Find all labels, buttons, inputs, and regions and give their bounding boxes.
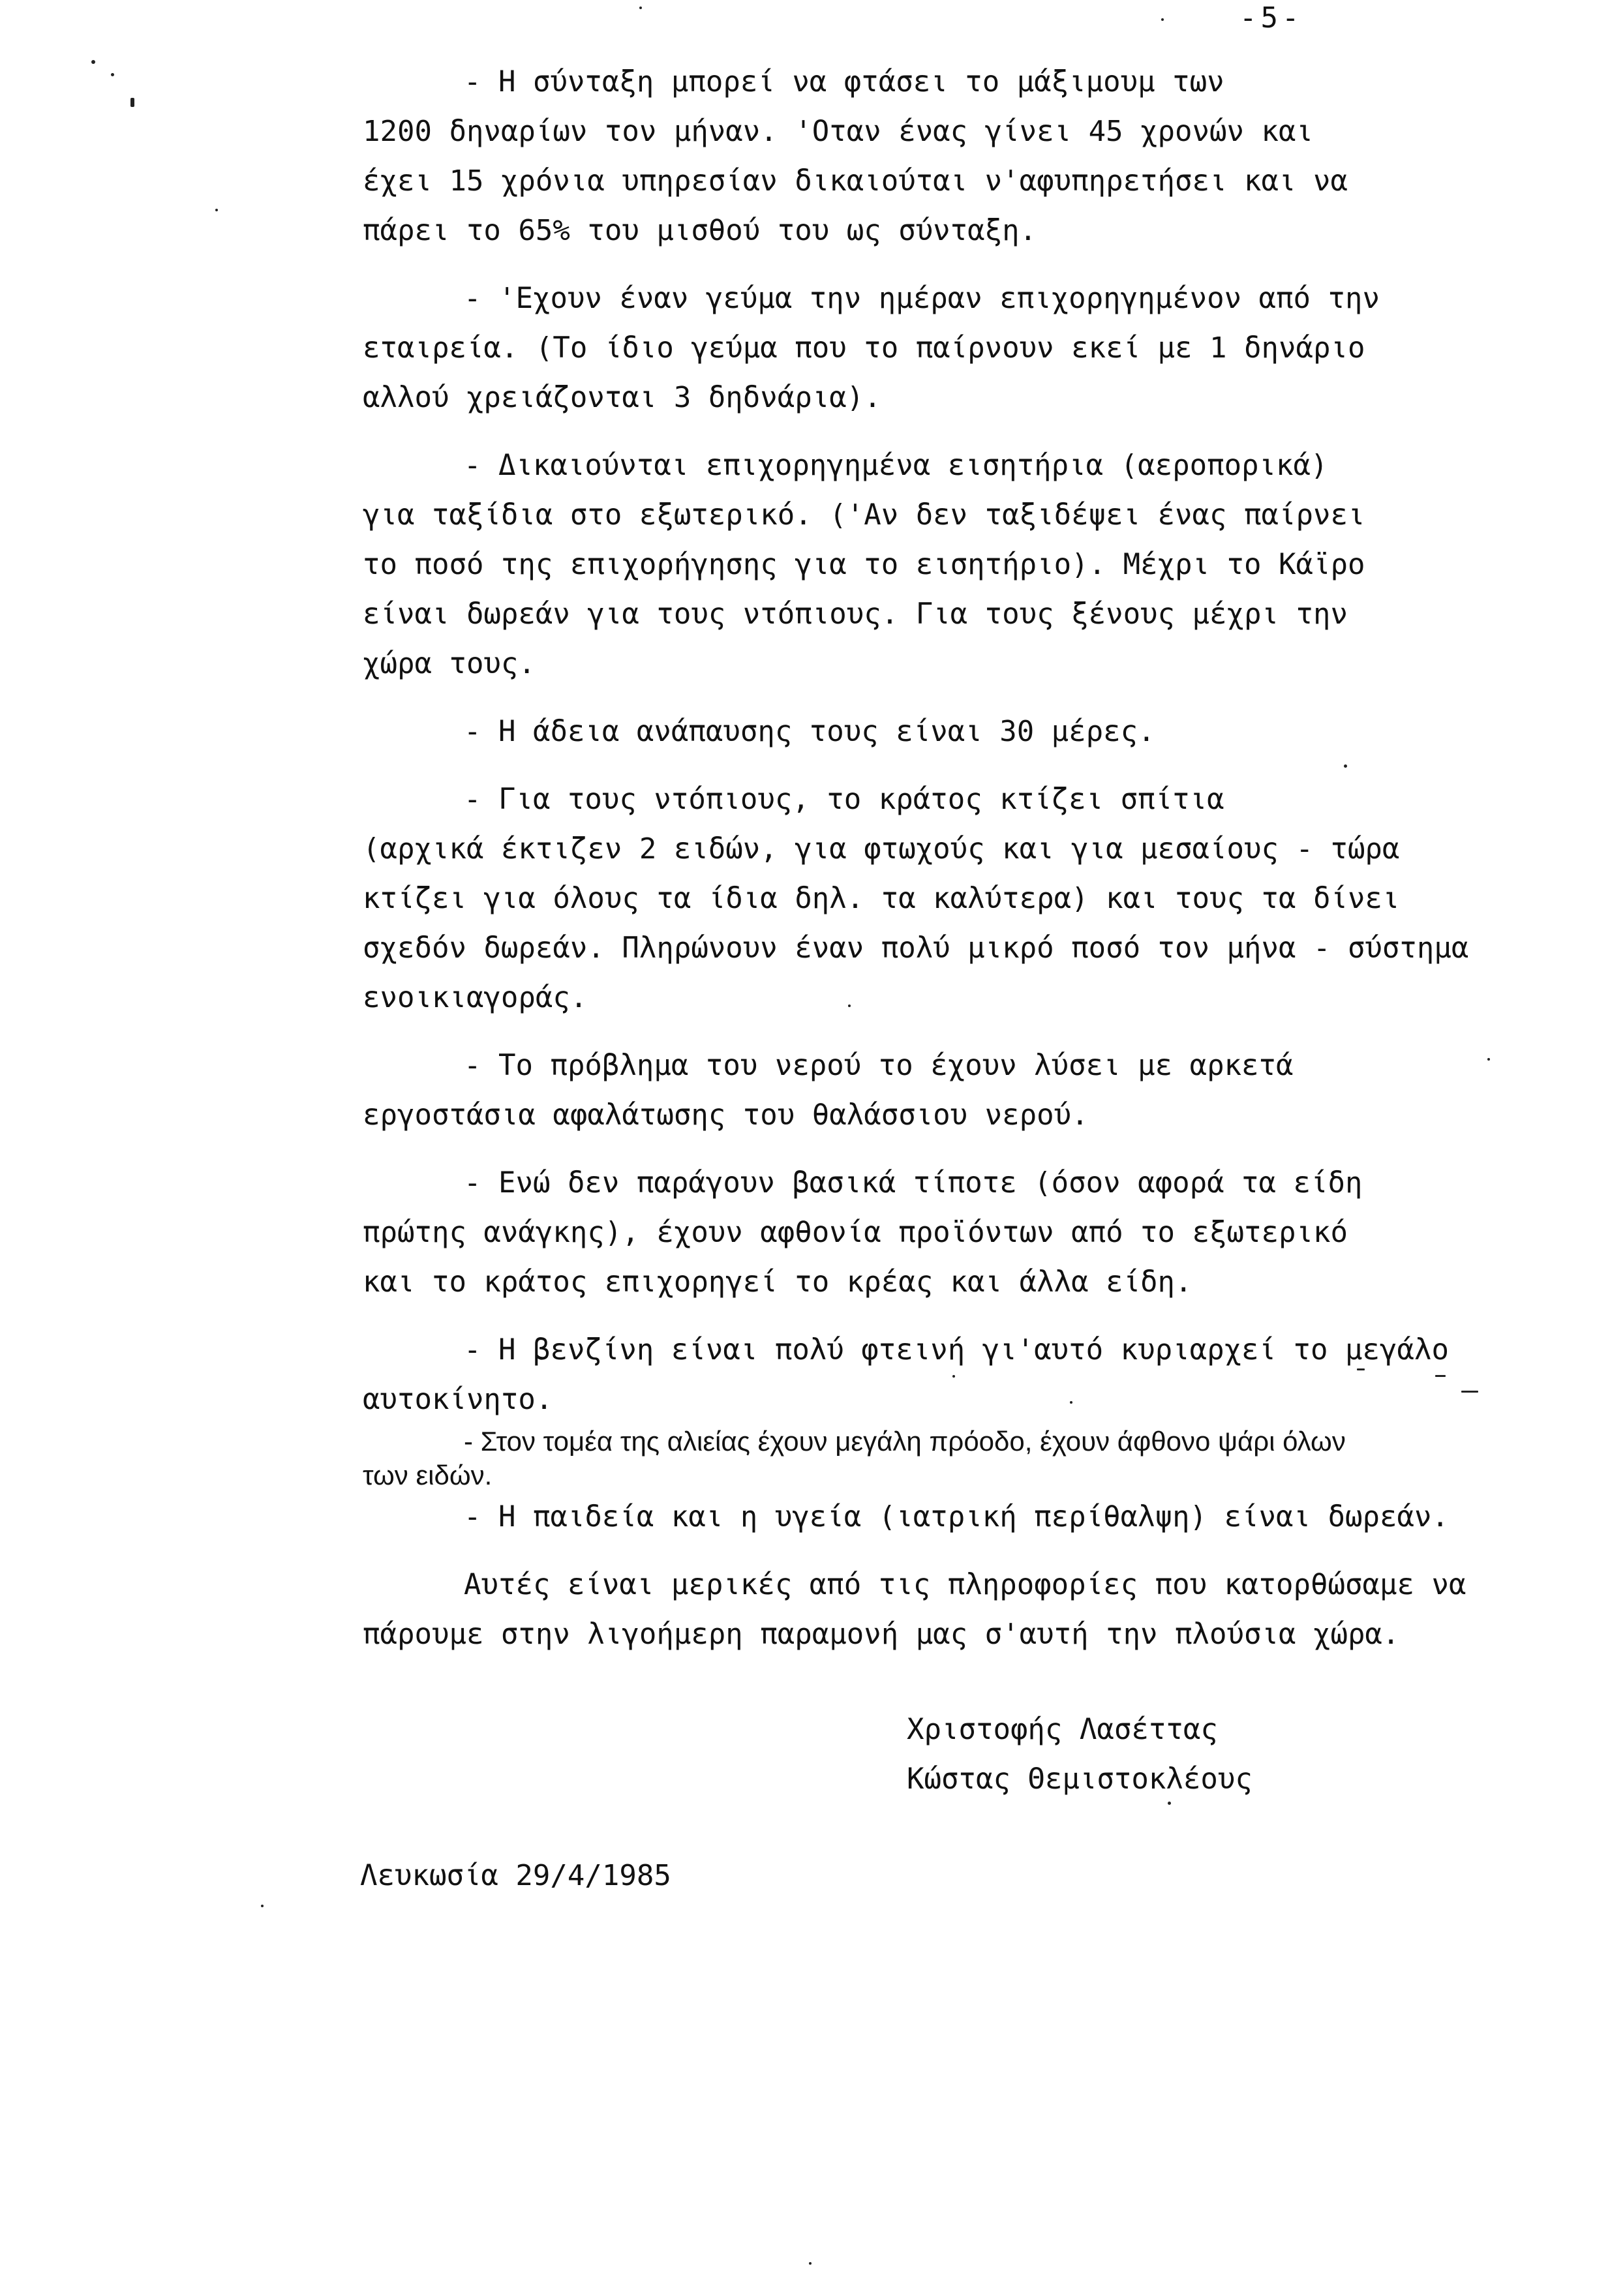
scan-speck: [1161, 18, 1164, 21]
scan-speck: [1070, 1401, 1072, 1404]
text-line: - Η σύνταξη μπορεί να φτάσει το μάξιμουμ των: [464, 65, 1224, 98]
text-line: των ειδών.: [363, 1460, 493, 1490]
text-line: εργοστάσια αφαλάτωσης του θαλάσσιου νερού.: [363, 1098, 1089, 1132]
text-line: - Η άδεια ανάπαυσης τους είναι 30 μέρες.: [464, 715, 1155, 748]
text-line: πάρει το 65% του μισθού του ως σύνταξη.: [363, 214, 1037, 247]
paragraph-housing: [363, 775, 1602, 1023]
text-line: - Η παιδεία και η υγεία (ιατρική περίθαλψη) είναι δωρεάν.: [464, 1500, 1449, 1533]
scan-speck: [639, 7, 642, 9]
text-line: - Δικαιούνται επιχορηγημένα εισητήρια (αεροπορικά): [464, 449, 1328, 482]
text-line: το ποσό της επιχορήγησης για το εισητήριο). Μέχρι το Κάϊρο: [363, 548, 1365, 581]
scan-speck: [1357, 1368, 1365, 1370]
paragraph-leave: [363, 707, 1602, 757]
signatory-name: Χριστοφής Λασέττας: [907, 1713, 1218, 1746]
paragraph-closing: [363, 1560, 1602, 1659]
signature-block: [907, 1705, 1253, 1804]
scan-speck: [130, 98, 134, 107]
scan-speck: [1168, 1802, 1171, 1805]
text-line: - Στον τομέα της αλιείας έχουν μεγάλη πρόοδο, έχουν άφθονο ψάρι όλων: [464, 1426, 1346, 1457]
paragraph-tickets: [363, 441, 1602, 689]
scan-speck: [261, 1905, 264, 1907]
text-line: κτίζει για όλους τα ίδια δηλ. τα καλύτερα) και τους τα δίνει: [363, 882, 1400, 915]
text-line: πάρουμε στην λιγοήμερη παραμονή μας σ'αυτή την πλούσια χώρα.: [363, 1618, 1400, 1651]
scan-speck: [848, 1004, 851, 1007]
text-line: αλλού χρειάζονται 3 δηδνάρια).: [363, 381, 881, 414]
scan-speck: [215, 209, 218, 211]
text-line: για ταξίδια στο εξωτερικό. ('Αν δεν ταξιδέψει ένας παίρνει: [363, 498, 1365, 532]
text-line: - Το πρόβλημα του νερού το έχουν λύσει με αρκετά: [464, 1049, 1294, 1082]
scan-speck: [1461, 1391, 1478, 1393]
document-body: [363, 57, 1602, 1659]
scan-speck: [1435, 1375, 1446, 1377]
scan-speck: [1487, 1058, 1490, 1061]
text-line: (αρχικά έκτιζεν 2 ειδών, για φτωχούς και για μεσαίους - τώρα: [363, 832, 1400, 866]
paragraph-pension: [363, 57, 1602, 256]
scan-speck: [111, 73, 114, 76]
text-line: και το κράτος επιχορηγεί το κρέας και άλλα είδη.: [363, 1265, 1192, 1299]
text-line: Αυτές είναι μερικές από τις πληροφορίες που κατορθώσαμε να: [464, 1568, 1466, 1601]
text-line: - 'Εχουν έναν γεύμα την ημέραν επιχορηγημένον από την: [464, 282, 1380, 315]
text-line: σχεδόν δωρεάν. Πληρώνουν έναν πολύ μικρό ποσό τον μήνα - σύστημα: [363, 931, 1469, 965]
scan-speck: [1344, 764, 1347, 768]
text-line: 1200 δηναρίων τον μήναν. 'Οταν ένας γίνει 45 χρονών και: [363, 115, 1313, 148]
paragraph-meals: [363, 274, 1602, 423]
text-line: είναι δωρεάν για τους ντόπιους. Για τους ξένους μέχρι την: [363, 597, 1348, 631]
text-line: αυτοκίνητο.: [363, 1383, 553, 1416]
scan-speck: [91, 60, 95, 64]
text-line: χώρα τους.: [363, 647, 536, 680]
scan-speck: [809, 2262, 812, 2265]
paragraph-education: [363, 1492, 1602, 1542]
text-line: πρώτης ανάγκης), έχουν αφθονία προϊόντων από το εξωτερικό: [363, 1216, 1348, 1249]
scan-speck: [952, 1375, 955, 1378]
place-date: Λευκωσία 29/4/1985: [360, 1859, 671, 1892]
page-number: -5-: [1239, 1, 1303, 35]
text-line: - Η βενζίνη είναι πολύ φτεινή γι'αυτό κυριαρχεί το μεγάλο: [464, 1333, 1449, 1367]
text-line: - Για τους ντόπιους, το κράτος κτίζει σπίτια: [464, 783, 1224, 816]
text-line: - Ενώ δεν παράγουν βασικά τίποτε (όσον αφορά τα είδη: [464, 1166, 1363, 1200]
text-line: εταιρεία. (Το ίδιο γεύμα που το παίρνουν εκεί με 1 δηνάριο: [363, 331, 1365, 365]
paragraph-fishing: [363, 1425, 1602, 1492]
paragraph-water: [363, 1041, 1602, 1140]
signatory-name: Κώστας Θεμιστοκλέους: [907, 1762, 1253, 1796]
paragraph-petrol: [363, 1325, 1602, 1425]
text-line: έχει 15 χρόνια υπηρεσίαν δικαιούται ν'αφυπηρετήσει και να: [363, 164, 1348, 198]
paragraph-goods: [363, 1158, 1602, 1307]
text-line: ενοικιαγοράς.: [363, 981, 588, 1014]
